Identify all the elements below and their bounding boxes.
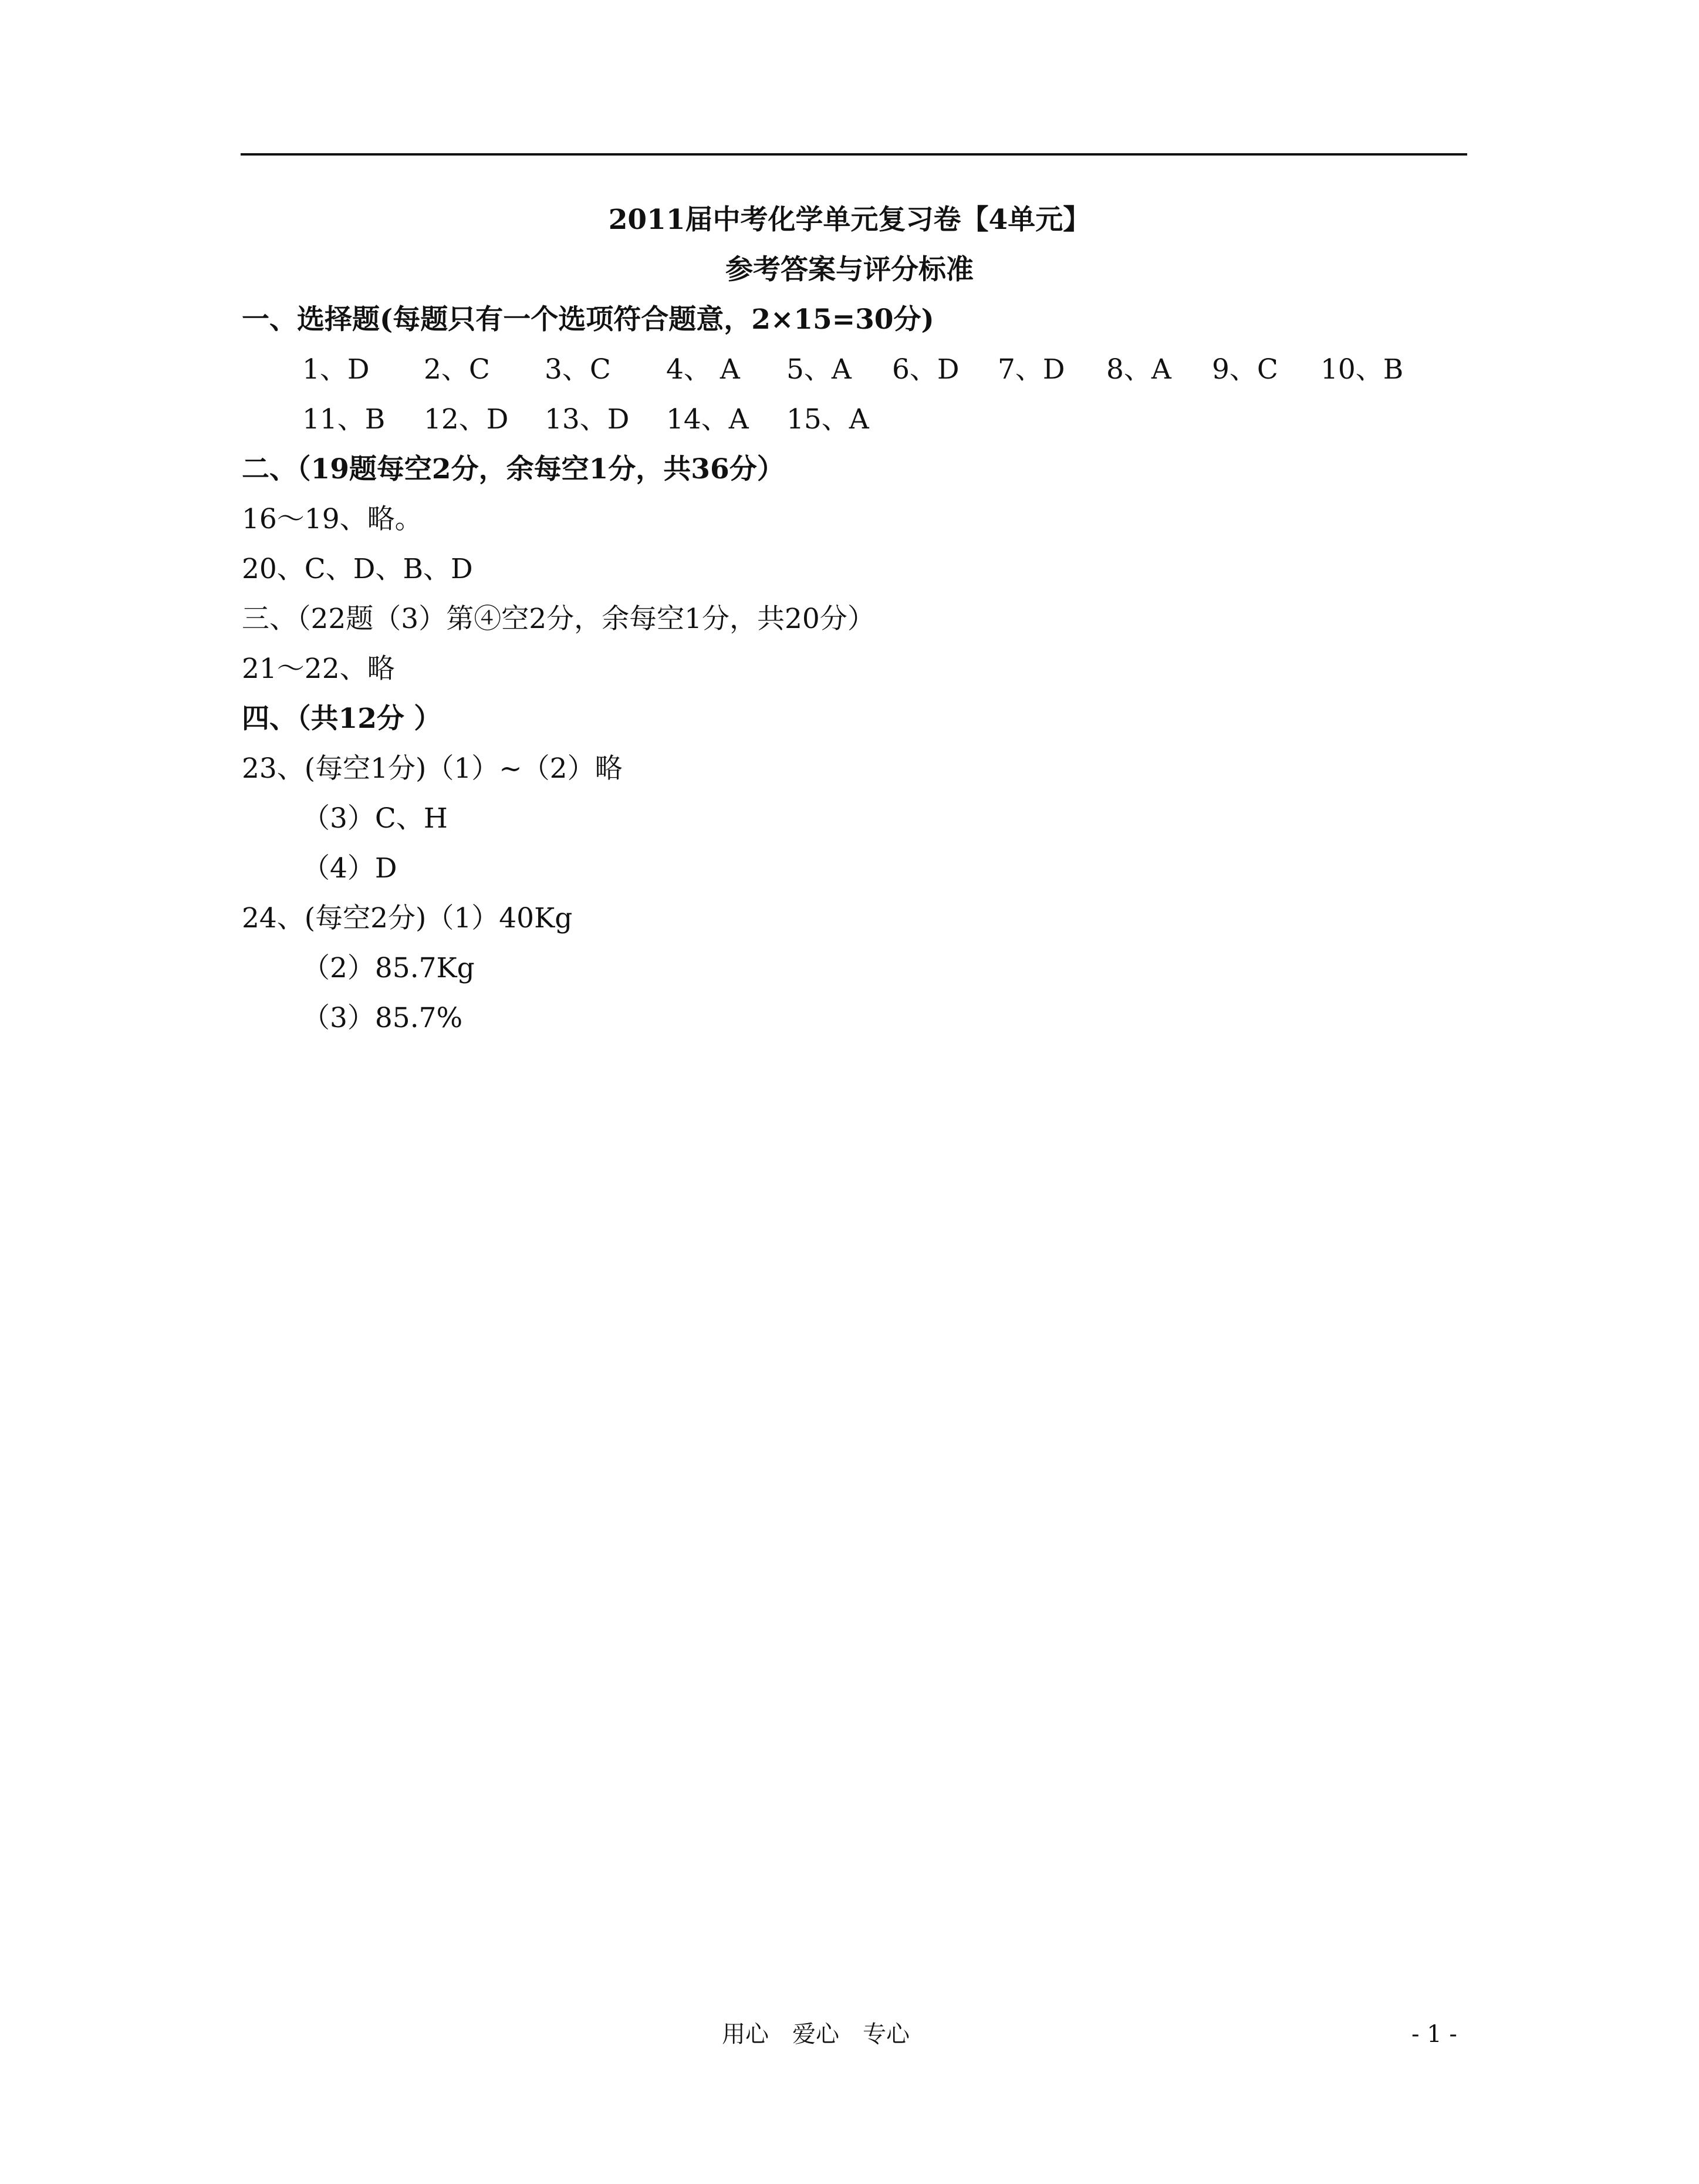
answer-item: 10、B: [1320, 353, 1404, 386]
answer-item: 8、A: [1106, 353, 1171, 386]
answer-item: 15、A: [786, 403, 869, 436]
section2-heading: 二、（19题每空2分，余每空1分，共36分）: [242, 453, 785, 485]
section1-heading: 一、选择题(每题只有一个选项符合题意，2×15=30分): [242, 303, 934, 336]
document-subtitle: 参考答案与评分标准: [725, 254, 974, 286]
answer-item: 5、A: [786, 353, 852, 386]
section3-heading: 三、（22题（3）第④空2分，余每空1分，共20分）: [242, 603, 875, 635]
answer-item: 12、D: [424, 403, 509, 436]
answer-item: 1、D: [302, 353, 370, 386]
page-number: - 1 -: [1411, 2021, 1457, 2048]
section4-heading: 四、（共12分 ）: [242, 703, 442, 735]
answer-item: 4、 A: [666, 353, 740, 386]
answer-item: 9、C: [1212, 353, 1278, 386]
q23-sub: （4）D: [302, 852, 397, 885]
q24-sub: （2）85.7Kg: [302, 952, 475, 984]
answer-item: 13、D: [545, 403, 630, 436]
q24-line: 24、(每空2分)（1）40Kg: [242, 902, 573, 934]
q23-line: 23、(每空1分)（1）~（2）略: [242, 752, 623, 785]
header-rule: [241, 153, 1467, 156]
footer-motto: 用心 爱心 专心: [722, 2021, 910, 2048]
document-title: 2011届中考化学单元复习卷【4单元】: [608, 204, 1091, 236]
answer-item: 6、D: [892, 353, 960, 386]
section2-line: 20、C、D、B、D: [242, 553, 473, 585]
answer-item: 11、B: [302, 403, 386, 436]
section3-line: 21～22、略: [242, 653, 395, 685]
q24-sub: （3）85.7%: [302, 1002, 463, 1034]
answer-item: 14、A: [666, 403, 749, 436]
q23-sub: （3）C、H: [302, 802, 448, 835]
answer-item: 3、C: [545, 353, 611, 386]
answer-item: 7、D: [998, 353, 1065, 386]
section2-line: 16～19、略。: [242, 503, 423, 535]
answer-item: 2、C: [424, 353, 490, 386]
